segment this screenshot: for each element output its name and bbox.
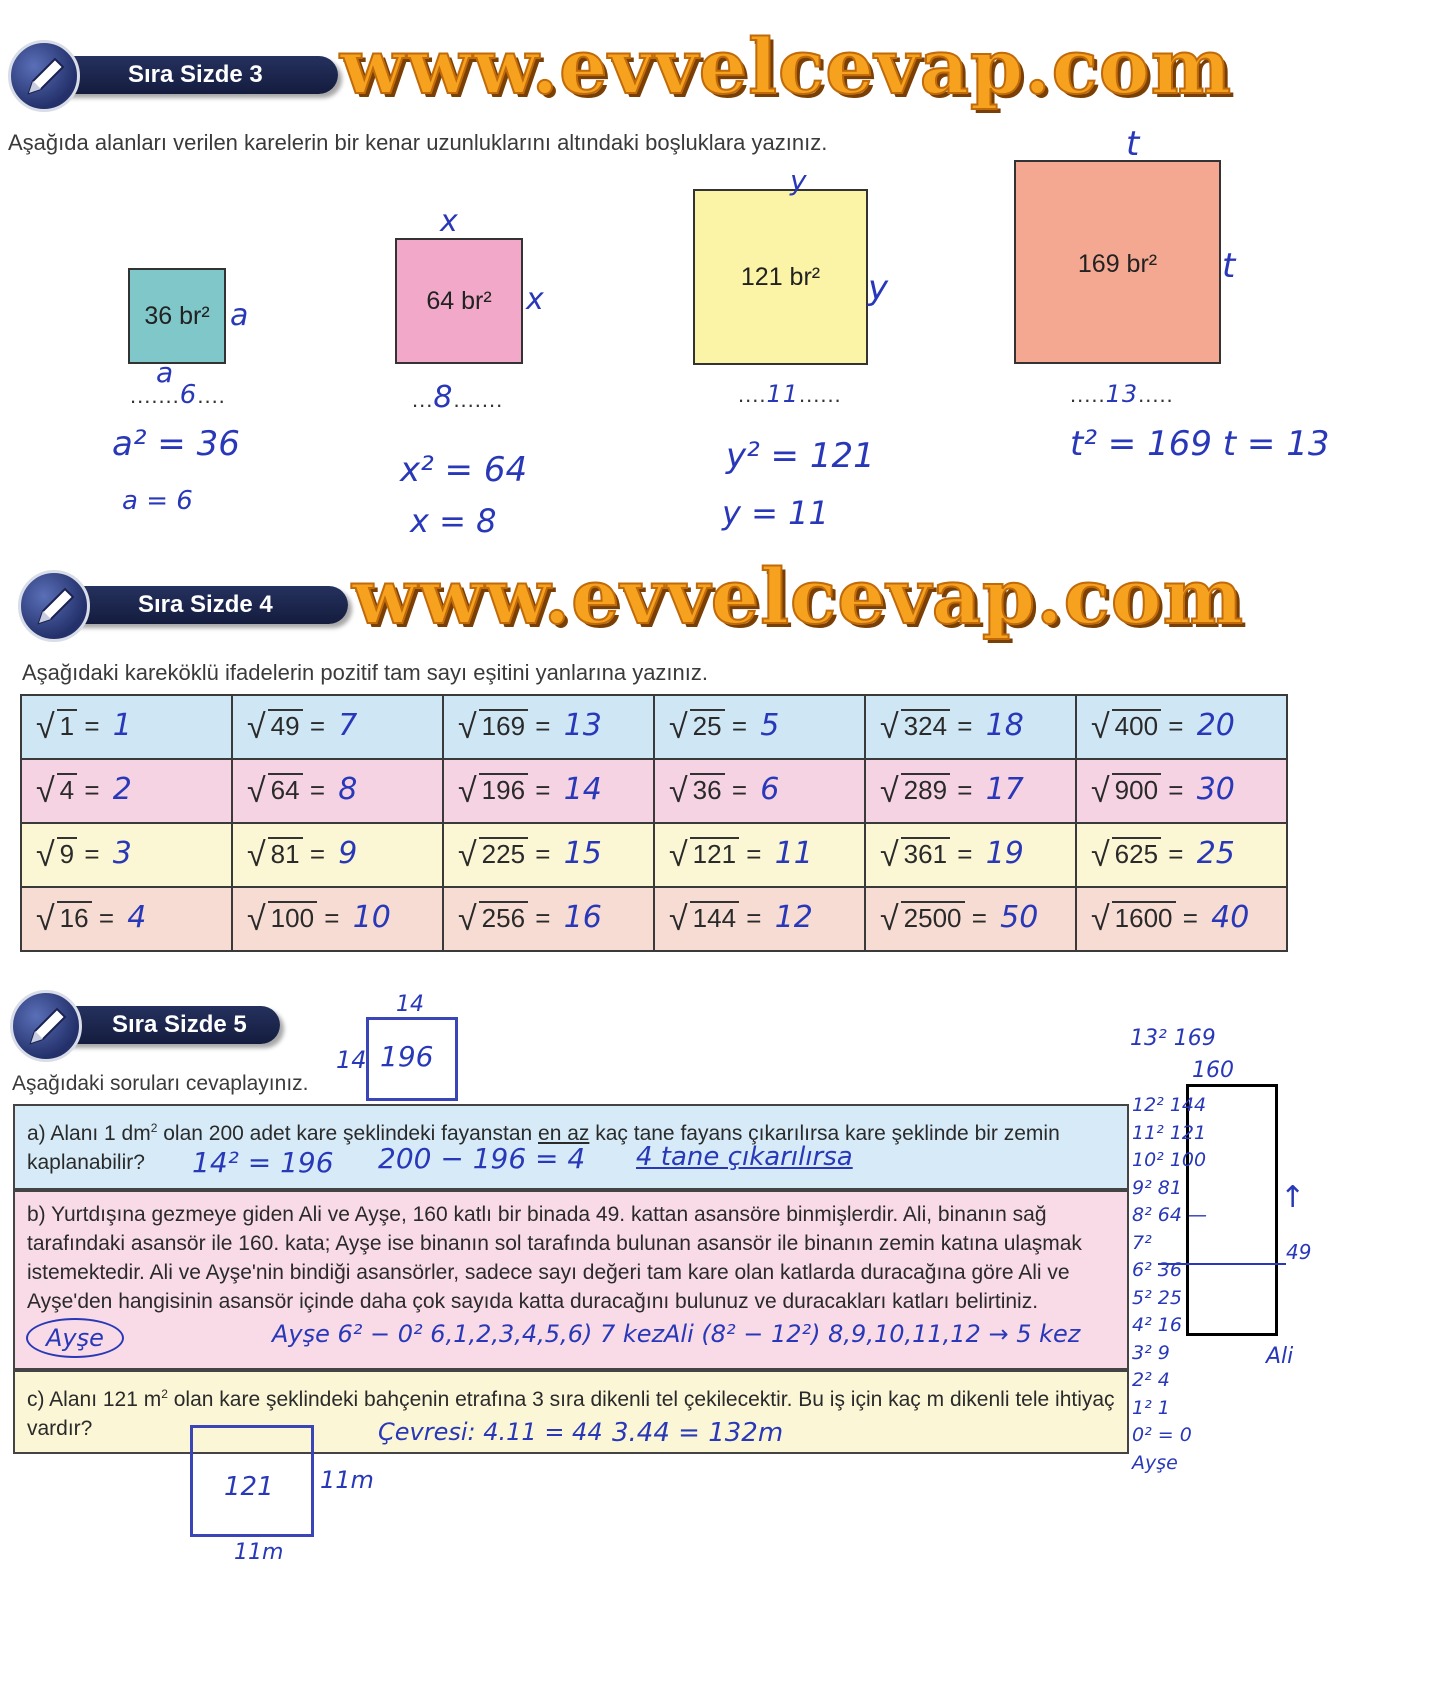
section-banner-5: [10, 998, 280, 1050]
radical-sign-icon: √: [669, 771, 688, 810]
square-area-label: 36 br²: [144, 301, 210, 330]
radicand: 196: [479, 773, 528, 806]
handwritten-work: 3.44 = 132m: [612, 1418, 784, 1448]
handwritten-answer: 10: [352, 899, 391, 935]
section-banner-3: [8, 48, 338, 100]
table-row: [21, 823, 1287, 887]
equals-sign: =: [739, 902, 769, 933]
equals-sign: =: [964, 902, 995, 933]
question-text: a) Alanı 1 dm: [27, 1122, 151, 1145]
handwritten-work: Çevresi: 4.11 = 44: [378, 1418, 603, 1446]
handwritten-floor-item: 1² 1: [1132, 1396, 1170, 1419]
instruction-text: Aşağıda alanları verilen karelerin bir kenar uzunluklarını altındaki boşluklara yazınız.: [8, 130, 828, 155]
root-cell: [232, 823, 443, 887]
handwritten-work: 14² = 196: [192, 1146, 334, 1179]
root-cell: [232, 759, 443, 823]
handwritten-side: t: [1126, 124, 1140, 164]
root-cell: [21, 759, 232, 823]
question-text: kaç tane fayans çıkarılırsa kare şeklinde bir zemin kaplanabilir?: [27, 1122, 1060, 1174]
banner-label: Sıra Sizde 5: [50, 1006, 280, 1044]
radical-sign-icon: √: [247, 771, 266, 810]
square-36: [128, 268, 226, 364]
handwritten-answer: 17: [985, 771, 1024, 807]
radical-sign-icon: √: [880, 707, 899, 746]
radicand: 1: [57, 709, 77, 742]
handwritten-note: 196: [380, 1040, 434, 1073]
handwritten-work: Ayşe 6² − 0² 6,1,2,3,4,5,6) 7 kez: [272, 1320, 665, 1348]
radical-sign-icon: √: [669, 835, 688, 874]
equals-sign: =: [950, 710, 980, 741]
square-121: [693, 189, 868, 365]
handwritten-note: 14: [396, 992, 424, 1017]
radical-sign-icon: √: [669, 899, 688, 938]
radical-sign-icon: √: [1091, 707, 1110, 746]
equals-sign: =: [302, 838, 333, 869]
handwritten-circled-answer: Ayşe: [26, 1318, 124, 1358]
instruction-text: Aşağıdaki soruları cevaplayınız.: [12, 1072, 309, 1095]
question-text: olan kare şeklindeki bahçenin etrafına 3 sıra dikenli tel çekilecektir. Bu iş için kaç m dikenli tele ihtiyaç vardır?: [27, 1388, 1115, 1440]
radical-sign-icon: √: [458, 771, 477, 810]
square-area-label: 121 br²: [740, 263, 821, 291]
handwritten-note: 49: [1286, 1240, 1312, 1264]
answer-blank: .......6....: [130, 380, 226, 410]
root-cell: [865, 695, 1076, 759]
root-cell: [654, 887, 865, 951]
watermark-text: www.evvelcevap.com: [340, 22, 1232, 111]
square-area-label: 169 br²: [1077, 250, 1158, 278]
handwritten-answer: 30: [1196, 771, 1235, 807]
equals-sign: =: [91, 902, 122, 933]
radical-sign-icon: √: [1091, 835, 1110, 874]
radical-sign-icon: √: [880, 771, 899, 810]
radical-sign-icon: √: [36, 835, 55, 874]
equals-sign: =: [77, 774, 107, 805]
radicand: 25: [690, 709, 725, 742]
radical-sign-icon: √: [669, 707, 688, 746]
handwritten-answer: 19: [985, 835, 1024, 871]
equals-sign: =: [302, 774, 333, 805]
handwritten-answer: 16: [563, 899, 602, 935]
root-cell: [654, 759, 865, 823]
equals-sign: =: [528, 902, 558, 933]
handwritten-answer: 3: [112, 835, 132, 871]
equals-sign: =: [724, 774, 755, 805]
handwritten-work: 4 tane çıkarılırsa: [636, 1142, 853, 1172]
square-169: [1014, 160, 1221, 364]
radicand: 256: [479, 901, 528, 934]
handwritten-side: a: [230, 298, 249, 333]
radicand: 9: [57, 837, 77, 870]
radicand: 400: [1112, 709, 1161, 742]
radical-sign-icon: √: [247, 707, 266, 746]
handwritten-work: y² = 121: [726, 436, 875, 476]
radical-sign-icon: √: [247, 899, 266, 938]
square-64: [395, 238, 523, 364]
root-cell: [654, 695, 865, 759]
banner-label: Sıra Sizde 4: [58, 586, 348, 624]
handwritten-answer: 4: [127, 899, 147, 935]
equals-sign: =: [1175, 902, 1206, 933]
handwritten-answer: 2: [112, 771, 132, 807]
handwritten-work: t² = 169 t = 13: [1070, 424, 1330, 464]
handwritten-floor-item: 0² = 0: [1132, 1424, 1192, 1446]
root-cell: [865, 759, 1076, 823]
equals-sign: =: [528, 710, 558, 741]
handwritten-note: 14: [336, 1046, 367, 1074]
handwritten-answer: 9: [338, 835, 358, 871]
handwritten-work: x = 8: [410, 502, 497, 540]
radicand: 361: [901, 837, 950, 870]
root-cell: [1076, 695, 1287, 759]
root-cell: [443, 887, 654, 951]
handwritten-floor-item: 2² 4: [1132, 1369, 1170, 1391]
radicand: 900: [1112, 773, 1161, 806]
handwritten-floor-list: [1132, 1092, 1207, 1477]
root-cell: [654, 823, 865, 887]
watermark-text: www.evvelcevap.com: [352, 552, 1244, 641]
handwritten-answer: 14: [563, 771, 602, 807]
pencil-icon: [8, 40, 80, 112]
handwritten-answer: 40: [1211, 899, 1250, 935]
handwritten-floor-item: 8² 64 —: [1132, 1204, 1207, 1226]
banner-label: Sıra Sizde 3: [48, 56, 338, 94]
handwritten-answer: 7: [338, 707, 358, 743]
handwritten-note: 11m: [320, 1466, 374, 1494]
equals-sign: =: [1161, 838, 1191, 869]
radical-sign-icon: √: [36, 707, 55, 746]
handwritten-answer: 5: [760, 707, 780, 743]
handwritten-work: Ali (8² − 12²) 8,9,10,11,12 → 5 kez: [664, 1320, 1081, 1348]
superscript: 2: [150, 1121, 158, 1135]
pencil-icon: [18, 570, 90, 642]
root-cell: [443, 823, 654, 887]
radical-sign-icon: √: [458, 899, 477, 938]
root-cell: [1076, 887, 1287, 951]
equals-sign: =: [724, 710, 755, 741]
table-row: [21, 695, 1287, 759]
radical-sign-icon: √: [36, 899, 55, 938]
handwritten-floor-item: 10² 100: [1132, 1149, 1207, 1171]
handwritten-work: y = 11: [722, 494, 829, 532]
radicand: 225: [479, 837, 528, 870]
root-cell: [443, 695, 654, 759]
answer-blank: ...8.......: [412, 380, 504, 415]
handwritten-answer: 13: [563, 707, 602, 743]
radicand: 625: [1112, 837, 1161, 870]
equals-sign: =: [1161, 710, 1191, 741]
radicand: 324: [901, 709, 950, 742]
question-text: b) Yurtdışına gezmeye giden Ali ve Ayşe, 160 katlı bir binada 49. kattan asansöre binmişlerdir. Ali, binanın sağ tarafındaki asansör ile 160. kata; Ayşe ise binanın sol tarafında bulunan asansör ile binanın zemin katına ulaşmak istemektedir. Ali ve Ayşe'nin bindiği asansörler, sadece sayı değeri tam kare olan katlarda duracağına göre Ali ve Ayşe'den hangisinin asansör içinde daha çok sayıda katta duracağını bulunuz ve duracakları katları belirtiniz.: [27, 1203, 1082, 1313]
equals-sign: =: [950, 774, 980, 805]
radicand: 169: [479, 709, 528, 742]
superscript: 2: [161, 1387, 168, 1401]
radicand: 1600: [1112, 901, 1176, 934]
handwritten-answer: 15: [563, 835, 602, 871]
equals-sign: =: [77, 838, 107, 869]
radicand: 121: [690, 837, 739, 870]
equals-sign: =: [302, 710, 333, 741]
root-cell: [232, 695, 443, 759]
equals-sign: =: [77, 710, 107, 741]
handwritten-floor-item: 5² 25: [1132, 1286, 1182, 1309]
handwritten-work: a² = 36: [112, 424, 240, 464]
root-cell: [232, 887, 443, 951]
handwritten-floor-item: Ayşe: [1132, 1451, 1178, 1474]
root-cell: [1076, 823, 1287, 887]
handwritten-side: x: [526, 282, 544, 317]
table-row: [21, 887, 1287, 951]
radicand: 36: [690, 773, 725, 806]
root-cell: [1076, 759, 1287, 823]
handwritten-floor-item: 11² 121: [1132, 1121, 1207, 1144]
table-row: [21, 759, 1287, 823]
equals-sign: =: [528, 774, 558, 805]
handwritten-answer: 8: [338, 771, 358, 807]
handwritten-side: y: [790, 164, 807, 197]
instruction-text: Aşağıdaki kareköklü ifadelerin pozitif tam sayı eşitini yanlarına yazınız.: [22, 660, 708, 685]
radicand: 64: [268, 773, 303, 806]
handwritten-answer: 25: [1196, 835, 1235, 871]
handwritten-answer: 6: [760, 771, 780, 807]
root-cell: [865, 823, 1076, 887]
handwritten-note: 13² 169: [1130, 1026, 1216, 1051]
equals-sign: =: [317, 902, 347, 933]
radical-sign-icon: √: [880, 835, 899, 874]
handwritten-work: x² = 64: [400, 450, 528, 490]
handwritten-floor-item: 9² 81: [1132, 1176, 1182, 1199]
arrow-up-icon: ↑: [1280, 1180, 1306, 1215]
handwritten-side: t: [1222, 246, 1236, 286]
radical-sign-icon: √: [36, 771, 55, 810]
handwritten-side: a: [156, 356, 174, 389]
question-text: olan 200 adet kare şeklindeki fayanstan: [157, 1122, 539, 1145]
handwritten-note: 121: [224, 1472, 274, 1502]
radical-sign-icon: √: [1091, 899, 1110, 938]
root-cell: [21, 887, 232, 951]
equals-sign: =: [528, 838, 558, 869]
radicand: 289: [901, 773, 950, 806]
radical-sign-icon: √: [1091, 771, 1110, 810]
handwritten-note: 160: [1192, 1058, 1234, 1083]
radicand: 16: [57, 901, 92, 934]
handwritten-side: x: [440, 204, 458, 239]
answer-blank: ....11......: [738, 380, 842, 408]
radicand: 49: [268, 709, 303, 742]
handwritten-floor-item: 3² 9: [1132, 1341, 1170, 1364]
handwritten-work: a = 6: [122, 486, 193, 516]
radicand: 81: [268, 837, 303, 870]
handwritten-answer: 11: [774, 835, 813, 871]
handwritten-floor-item: 7²: [1132, 1231, 1152, 1254]
radical-sign-icon: √: [247, 835, 266, 874]
radicand: 144: [690, 901, 739, 934]
handwritten-floor-item: 12² 144: [1132, 1094, 1207, 1116]
root-cell: [21, 823, 232, 887]
underlined-text: en az: [538, 1122, 590, 1145]
root-cell: [865, 887, 1076, 951]
handwritten-work: 200 − 196 = 4: [378, 1142, 586, 1175]
radicand: 4: [57, 773, 77, 806]
radical-sign-icon: √: [458, 707, 477, 746]
equals-sign: =: [950, 838, 980, 869]
handwritten-side: y: [868, 268, 889, 308]
root-cell: [21, 695, 232, 759]
radical-sign-icon: √: [880, 899, 899, 938]
answer-blank: .....13.....: [1070, 380, 1174, 408]
handwritten-floor-item: 4² 16: [1132, 1314, 1182, 1336]
handwritten-answer: 50: [1000, 899, 1039, 935]
root-cell: [443, 759, 654, 823]
radical-sign-icon: √: [458, 835, 477, 874]
pencil-icon: [10, 990, 82, 1062]
radicand: 2500: [901, 901, 965, 934]
square-area-label: 64 br²: [426, 286, 492, 315]
square-root-table: [20, 694, 1288, 952]
handwritten-note: Ali: [1266, 1344, 1294, 1369]
equals-sign: =: [1161, 774, 1191, 805]
handwritten-answer: 1: [112, 707, 132, 743]
handwritten-note: 11m: [234, 1540, 284, 1565]
handwritten-answer: 18: [985, 707, 1024, 743]
handwritten-answer: 20: [1196, 707, 1235, 743]
radicand: 100: [268, 901, 317, 934]
section-banner-4: [18, 578, 348, 630]
question-text: c) Alanı 121 m: [27, 1388, 162, 1411]
equals-sign: =: [739, 838, 769, 869]
handwritten-floor-item: 6² 36: [1132, 1259, 1182, 1281]
handwritten-answer: 12: [774, 899, 813, 935]
